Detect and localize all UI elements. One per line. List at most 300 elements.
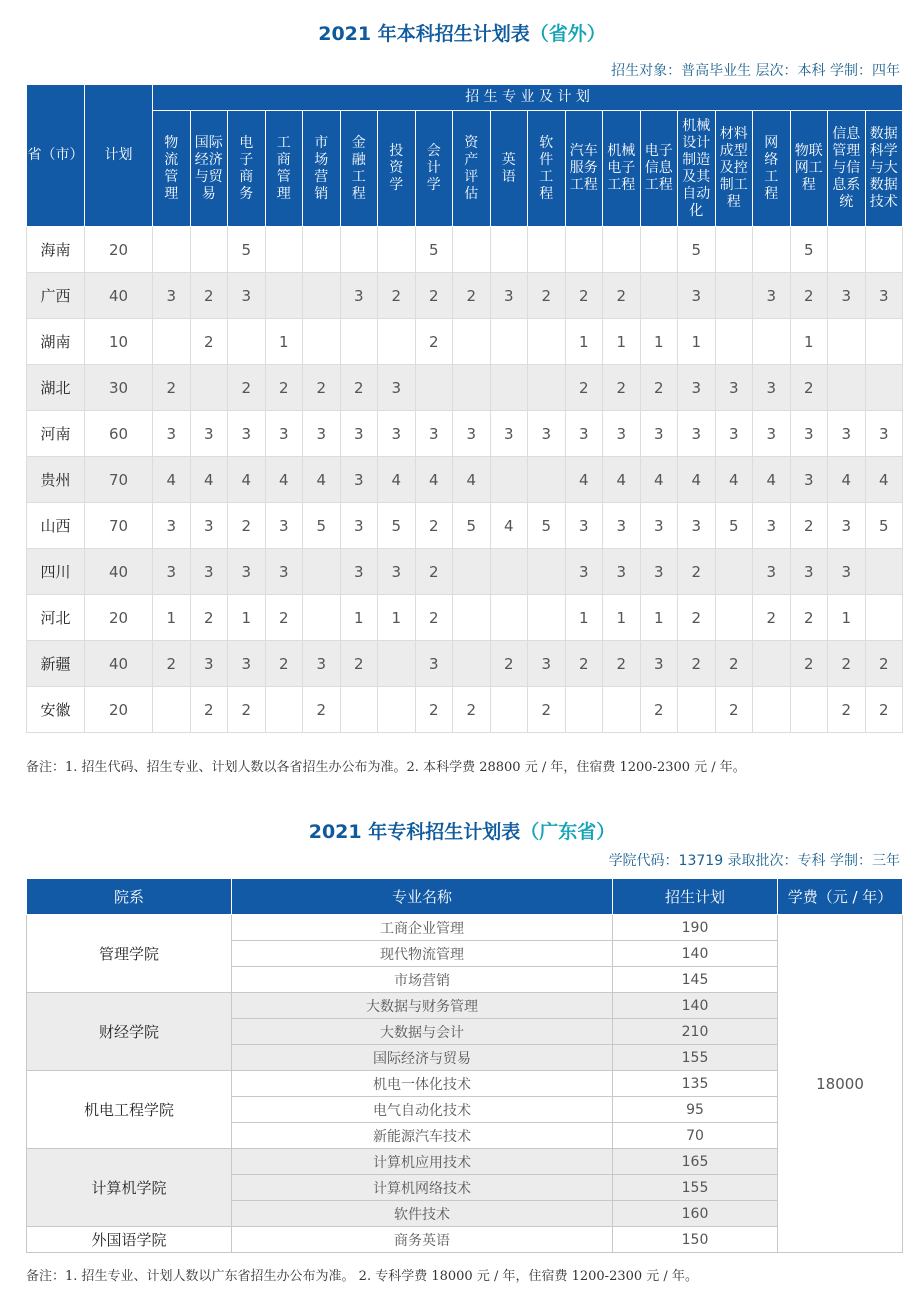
major-plan-cell: 4	[753, 457, 791, 503]
college-note: 备注：1. 招生专业、计划人数以广东省招生办公布为准。 2. 专科学费 18000 元 / 年，住宿费 1200-2300 元 / 年。	[26, 1269, 698, 1284]
major-row	[27, 993, 903, 1019]
header-department: 院系	[27, 879, 232, 915]
major-plan-cell: 5	[528, 503, 566, 549]
major-plan-cell: 3	[228, 411, 266, 457]
major-plan-cell: 2	[753, 595, 791, 641]
major-plan-cell: 3	[153, 503, 191, 549]
major-plan-cell: 4	[603, 457, 641, 503]
major-plan-cell: 2	[603, 365, 641, 411]
major-plan-cell: 3	[153, 411, 191, 457]
province-plan: 10	[85, 319, 153, 365]
major-plan-cell	[153, 687, 191, 733]
major-plan: 160	[613, 1201, 778, 1227]
major-plan-cell: 3	[790, 549, 828, 595]
major-plan-cell: 2	[415, 549, 453, 595]
major-plan-cell: 2	[303, 365, 341, 411]
major-name: 市场营销	[232, 967, 613, 993]
major-header	[340, 111, 378, 227]
major-plan-cell: 3	[603, 549, 641, 595]
major-plan-cell: 3	[265, 503, 303, 549]
college-meta: 学院代码：13719 录取批次：专科 学制：三年	[608, 853, 900, 869]
major-plan-cell: 2	[640, 687, 678, 733]
major-header	[640, 111, 678, 227]
major-plan-cell: 4	[565, 457, 603, 503]
major-name: 软件技术	[232, 1201, 613, 1227]
major-plan-cell: 3	[603, 503, 641, 549]
major-plan-cell: 4	[415, 457, 453, 503]
major-plan-cell: 3	[340, 549, 378, 595]
major-plan-cell: 2	[790, 595, 828, 641]
major-plan-cell: 2	[490, 641, 528, 687]
major-plan-cell: 3	[190, 549, 228, 595]
major-plan-cell	[603, 227, 641, 273]
major-plan-cell	[865, 549, 903, 595]
major-header-label: 工商管理	[276, 134, 291, 202]
major-plan-cell: 5	[415, 227, 453, 273]
major-plan-cell	[340, 319, 378, 365]
major-plan-cell	[190, 365, 228, 411]
major-plan-cell: 5	[715, 503, 753, 549]
major-plan-cell: 2	[415, 595, 453, 641]
major-plan-cell: 2	[415, 687, 453, 733]
major-plan-cell	[228, 319, 266, 365]
major-plan-cell: 3	[828, 411, 866, 457]
major-plan-cell: 1	[790, 319, 828, 365]
major-plan-cell: 1	[228, 595, 266, 641]
province-plan: 40	[85, 273, 153, 319]
province-plan: 30	[85, 365, 153, 411]
major-plan-cell	[378, 227, 416, 273]
major-header-label: 物流管理	[164, 134, 179, 202]
major-header	[415, 111, 453, 227]
major-header	[603, 111, 641, 227]
major-plan-cell	[490, 457, 528, 503]
major-plan-cell	[865, 595, 903, 641]
major-plan-cell: 2	[378, 273, 416, 319]
major-plan-cell	[565, 227, 603, 273]
province-row	[27, 457, 903, 503]
major-plan-cell: 2	[603, 641, 641, 687]
major-plan-cell: 2	[340, 365, 378, 411]
department-name: 外国语学院	[27, 1227, 232, 1253]
major-header-label: 机械设计制造及其自动化	[682, 117, 711, 219]
major-header	[490, 111, 528, 227]
header-province: 省（市）	[27, 85, 85, 227]
major-plan-cell: 3	[265, 411, 303, 457]
major-plan-cell	[828, 319, 866, 365]
major-plan-cell	[753, 641, 791, 687]
major-plan-cell: 3	[678, 503, 716, 549]
major-plan-cell: 3	[528, 411, 566, 457]
major-plan-cell	[265, 273, 303, 319]
major-plan-cell	[753, 687, 791, 733]
major-plan-cell: 5	[865, 503, 903, 549]
province-name: 湖南	[27, 319, 85, 365]
major-plan-cell	[528, 365, 566, 411]
major-plan-cell: 4	[828, 457, 866, 503]
major-plan-cell	[490, 365, 528, 411]
major-header-label: 机械电子工程	[607, 143, 636, 193]
major-plan-cell: 1	[265, 319, 303, 365]
province-plan: 70	[85, 503, 153, 549]
major-header	[678, 111, 716, 227]
major-plan-cell	[453, 595, 491, 641]
major-plan-cell: 5	[790, 227, 828, 273]
major-header-label: 电子商务	[239, 134, 254, 202]
major-plan-cell: 4	[715, 457, 753, 503]
major-plan: 145	[613, 967, 778, 993]
major-plan-cell: 1	[828, 595, 866, 641]
major-plan-cell: 4	[190, 457, 228, 503]
major-plan: 150	[613, 1227, 778, 1253]
major-plan-cell	[265, 687, 303, 733]
major-plan-cell: 3	[753, 503, 791, 549]
province-row	[27, 227, 903, 273]
major-name: 工商企业管理	[232, 915, 613, 941]
province-name: 河北	[27, 595, 85, 641]
province-plan: 20	[85, 595, 153, 641]
major-name: 现代物流管理	[232, 941, 613, 967]
major-row	[27, 1071, 903, 1097]
province-name: 安徽	[27, 687, 85, 733]
major-plan-cell: 3	[153, 549, 191, 595]
major-plan-cell: 4	[153, 457, 191, 503]
department-name: 管理学院	[27, 915, 232, 993]
major-plan-cell: 3	[640, 411, 678, 457]
major-plan-cell	[378, 687, 416, 733]
major-plan: 140	[613, 941, 778, 967]
major-name: 新能源汽车技术	[232, 1123, 613, 1149]
major-plan-cell	[828, 227, 866, 273]
province-name: 贵州	[27, 457, 85, 503]
major-header	[790, 111, 828, 227]
major-plan-cell: 2	[715, 641, 753, 687]
major-plan-cell	[753, 227, 791, 273]
major-plan-cell: 2	[678, 549, 716, 595]
header-tuition: 学费（元 / 年）	[778, 879, 903, 915]
major-header	[303, 111, 341, 227]
header-plan: 计划	[85, 85, 153, 227]
major-plan-cell: 2	[565, 365, 603, 411]
major-header	[378, 111, 416, 227]
major-plan-cell	[453, 641, 491, 687]
major-plan-cell	[603, 687, 641, 733]
major-plan: 155	[613, 1175, 778, 1201]
major-plan-cell	[453, 549, 491, 595]
major-plan-cell: 2	[303, 687, 341, 733]
major-header-label: 会计学	[426, 143, 441, 193]
major-plan-cell: 5	[378, 503, 416, 549]
header-enroll-plan: 招生计划	[613, 879, 778, 915]
major-name: 商务英语	[232, 1227, 613, 1253]
major-name: 国际经济与贸易	[232, 1045, 613, 1071]
major-plan-cell: 2	[153, 365, 191, 411]
major-plan-cell	[715, 227, 753, 273]
province-name: 新疆	[27, 641, 85, 687]
major-plan-cell	[490, 595, 528, 641]
header-major-name: 专业名称	[232, 879, 613, 915]
province-name: 河南	[27, 411, 85, 457]
major-plan-cell: 4	[678, 457, 716, 503]
major-header	[190, 111, 228, 227]
major-plan-cell	[340, 687, 378, 733]
major-plan-cell	[153, 319, 191, 365]
major-plan-cell	[865, 227, 903, 273]
major-plan-cell: 2	[790, 503, 828, 549]
major-plan: 140	[613, 993, 778, 1019]
major-plan-cell: 2	[340, 641, 378, 687]
major-plan-cell: 3	[415, 411, 453, 457]
major-plan-cell	[190, 227, 228, 273]
major-plan-cell	[790, 687, 828, 733]
province-plan: 20	[85, 227, 153, 273]
province-row	[27, 503, 903, 549]
header-major-group: 招 生 专 业 及 计 划	[153, 85, 903, 111]
major-plan-cell: 3	[753, 411, 791, 457]
major-plan-cell	[490, 227, 528, 273]
major-plan-cell: 2	[528, 687, 566, 733]
major-plan-cell: 3	[828, 549, 866, 595]
major-plan-cell	[828, 365, 866, 411]
major-header-label: 物联网工程	[794, 143, 823, 193]
province-name: 山西	[27, 503, 85, 549]
major-plan-cell	[753, 319, 791, 365]
major-plan-cell: 2	[678, 641, 716, 687]
college-plan-title	[0, 817, 924, 844]
major-plan-cell: 4	[303, 457, 341, 503]
major-plan-cell: 4	[490, 503, 528, 549]
province-plan: 60	[85, 411, 153, 457]
major-plan-cell: 3	[640, 503, 678, 549]
major-plan-cell: 2	[415, 273, 453, 319]
major-plan-cell: 3	[303, 641, 341, 687]
major-header	[715, 111, 753, 227]
major-plan-cell: 3	[753, 273, 791, 319]
major-header-label: 国际经济与贸易	[194, 134, 223, 202]
major-plan-cell	[490, 319, 528, 365]
major-plan-cell: 2	[190, 687, 228, 733]
major-plan-cell: 3	[228, 273, 266, 319]
major-plan-cell: 3	[265, 549, 303, 595]
major-plan-cell	[715, 319, 753, 365]
department-name: 机电工程学院	[27, 1071, 232, 1149]
province-row	[27, 641, 903, 687]
major-plan-cell: 2	[190, 319, 228, 365]
major-plan-cell: 3	[228, 641, 266, 687]
undergrad-meta: 招生对象：普高毕业生 层次：本科 学制：四年	[611, 63, 900, 79]
major-plan-cell: 3	[490, 411, 528, 457]
province-name: 广西	[27, 273, 85, 319]
major-plan-cell	[453, 365, 491, 411]
major-plan: 210	[613, 1019, 778, 1045]
major-plan-cell	[528, 457, 566, 503]
major-header-label: 信息管理与信息系统	[832, 126, 861, 210]
major-plan-cell: 4	[378, 457, 416, 503]
major-plan-cell	[265, 227, 303, 273]
major-plan-cell: 3	[865, 411, 903, 457]
province-row	[27, 273, 903, 319]
major-plan: 95	[613, 1097, 778, 1123]
major-header-label: 金融工程	[351, 134, 366, 202]
major-plan-cell: 1	[603, 319, 641, 365]
major-header	[565, 111, 603, 227]
college-plan-table	[26, 878, 903, 1253]
major-plan-cell	[565, 687, 603, 733]
major-plan-cell	[378, 641, 416, 687]
major-plan-cell: 5	[453, 503, 491, 549]
major-plan-cell: 3	[753, 365, 791, 411]
major-name: 电气自动化技术	[232, 1097, 613, 1123]
major-plan-cell: 4	[265, 457, 303, 503]
major-plan-cell	[528, 227, 566, 273]
tuition-fee: 18000	[778, 915, 903, 1253]
major-plan-cell: 2	[865, 687, 903, 733]
major-header	[453, 111, 491, 227]
major-plan-cell: 5	[303, 503, 341, 549]
major-plan-cell	[528, 549, 566, 595]
province-row	[27, 411, 903, 457]
undergrad-plan-title	[0, 19, 924, 46]
major-plan-cell: 3	[565, 411, 603, 457]
major-plan-cell: 3	[640, 641, 678, 687]
major-plan-cell: 4	[865, 457, 903, 503]
major-plan-cell: 5	[228, 227, 266, 273]
major-header	[153, 111, 191, 227]
major-plan-cell: 3	[715, 365, 753, 411]
major-plan-cell: 2	[190, 595, 228, 641]
major-plan-cell: 2	[528, 273, 566, 319]
major-plan-cell: 3	[415, 641, 453, 687]
major-header	[753, 111, 791, 227]
major-plan-cell: 2	[228, 687, 266, 733]
major-plan-cell: 3	[753, 549, 791, 595]
major-plan-cell	[528, 319, 566, 365]
major-plan-cell: 2	[790, 273, 828, 319]
major-header	[228, 111, 266, 227]
undergrad-note: 备注：1. 招生代码、招生专业、计划人数以各省招生办公布为准。2. 本科学费 28800 元 / 年，住宿费 1200-2300 元 / 年。	[26, 760, 746, 775]
major-header-label: 数据科学与大数据技术	[869, 126, 898, 210]
major-plan-cell: 3	[790, 457, 828, 503]
major-plan-cell: 3	[378, 411, 416, 457]
major-plan-cell: 3	[453, 411, 491, 457]
major-header-label: 资产评估	[464, 134, 479, 202]
major-plan-cell	[678, 687, 716, 733]
major-plan-cell	[415, 365, 453, 411]
major-plan-cell: 3	[565, 549, 603, 595]
major-plan-cell: 2	[603, 273, 641, 319]
major-plan-cell	[715, 595, 753, 641]
major-plan-cell: 2	[790, 365, 828, 411]
major-header-label: 汽车服务工程	[569, 143, 598, 193]
major-row	[27, 1149, 903, 1175]
major-header-label: 英语	[501, 151, 516, 185]
major-plan: 165	[613, 1149, 778, 1175]
province-plan: 40	[85, 549, 153, 595]
college-title-scope: （广东省）	[520, 821, 616, 843]
major-header-label: 电子信息工程	[644, 143, 673, 193]
major-plan-cell	[303, 549, 341, 595]
major-plan-cell	[490, 687, 528, 733]
major-name: 大数据与财务管理	[232, 993, 613, 1019]
major-plan-cell	[153, 227, 191, 273]
major-header-label: 投资学	[389, 143, 404, 193]
province-row	[27, 319, 903, 365]
department-name: 计算机学院	[27, 1149, 232, 1227]
major-plan-cell: 2	[715, 687, 753, 733]
major-plan-cell: 2	[828, 641, 866, 687]
major-header-label: 市场营销	[314, 134, 329, 202]
major-plan-cell: 3	[190, 503, 228, 549]
major-plan-cell: 3	[228, 549, 266, 595]
college-title-main: 2021 年专科招生计划表	[308, 821, 521, 843]
major-plan-cell: 1	[678, 319, 716, 365]
major-plan: 135	[613, 1071, 778, 1097]
undergrad-title-scope: （省外）	[529, 23, 606, 45]
major-plan-cell: 2	[265, 595, 303, 641]
major-plan: 190	[613, 915, 778, 941]
major-plan-cell: 2	[678, 595, 716, 641]
major-name: 大数据与会计	[232, 1019, 613, 1045]
major-plan-cell: 2	[265, 641, 303, 687]
major-plan-cell: 2	[228, 503, 266, 549]
major-header-label: 软件工程	[539, 134, 554, 202]
major-name: 计算机应用技术	[232, 1149, 613, 1175]
major-plan-cell: 3	[340, 411, 378, 457]
major-plan-cell	[303, 595, 341, 641]
major-plan-cell: 1	[378, 595, 416, 641]
major-row	[27, 1227, 903, 1253]
province-row	[27, 595, 903, 641]
major-plan-cell: 2	[828, 687, 866, 733]
major-plan-cell	[303, 319, 341, 365]
major-header	[828, 111, 866, 227]
major-header-label: 网络工程	[764, 134, 779, 202]
major-plan-cell: 3	[490, 273, 528, 319]
major-header-label: 材料成型及控制工程	[719, 126, 748, 210]
major-plan-cell: 2	[453, 273, 491, 319]
major-plan-cell: 3	[603, 411, 641, 457]
province-name: 四川	[27, 549, 85, 595]
province-row	[27, 549, 903, 595]
province-name: 海南	[27, 227, 85, 273]
major-plan-cell: 1	[153, 595, 191, 641]
major-plan-cell: 1	[340, 595, 378, 641]
major-plan-cell: 3	[190, 411, 228, 457]
major-plan-cell: 4	[228, 457, 266, 503]
major-plan-cell: 3	[565, 503, 603, 549]
major-plan-cell: 2	[415, 319, 453, 365]
major-plan-cell	[865, 319, 903, 365]
major-plan-cell: 3	[828, 273, 866, 319]
major-name: 计算机网络技术	[232, 1175, 613, 1201]
major-plan-cell: 2	[153, 641, 191, 687]
major-plan-cell: 3	[678, 365, 716, 411]
major-plan-cell	[453, 319, 491, 365]
major-plan-cell: 4	[453, 457, 491, 503]
major-plan-cell: 2	[190, 273, 228, 319]
undergrad-title-main: 2021 年本科招生计划表	[318, 23, 530, 45]
major-plan-cell: 3	[828, 503, 866, 549]
major-plan-cell	[640, 273, 678, 319]
major-plan: 155	[613, 1045, 778, 1071]
major-plan-cell: 2	[565, 641, 603, 687]
major-plan-cell: 3	[340, 503, 378, 549]
major-plan-cell: 3	[340, 273, 378, 319]
major-plan-cell: 2	[265, 365, 303, 411]
major-header	[865, 111, 903, 227]
major-plan-cell: 1	[565, 595, 603, 641]
major-plan-cell: 2	[228, 365, 266, 411]
